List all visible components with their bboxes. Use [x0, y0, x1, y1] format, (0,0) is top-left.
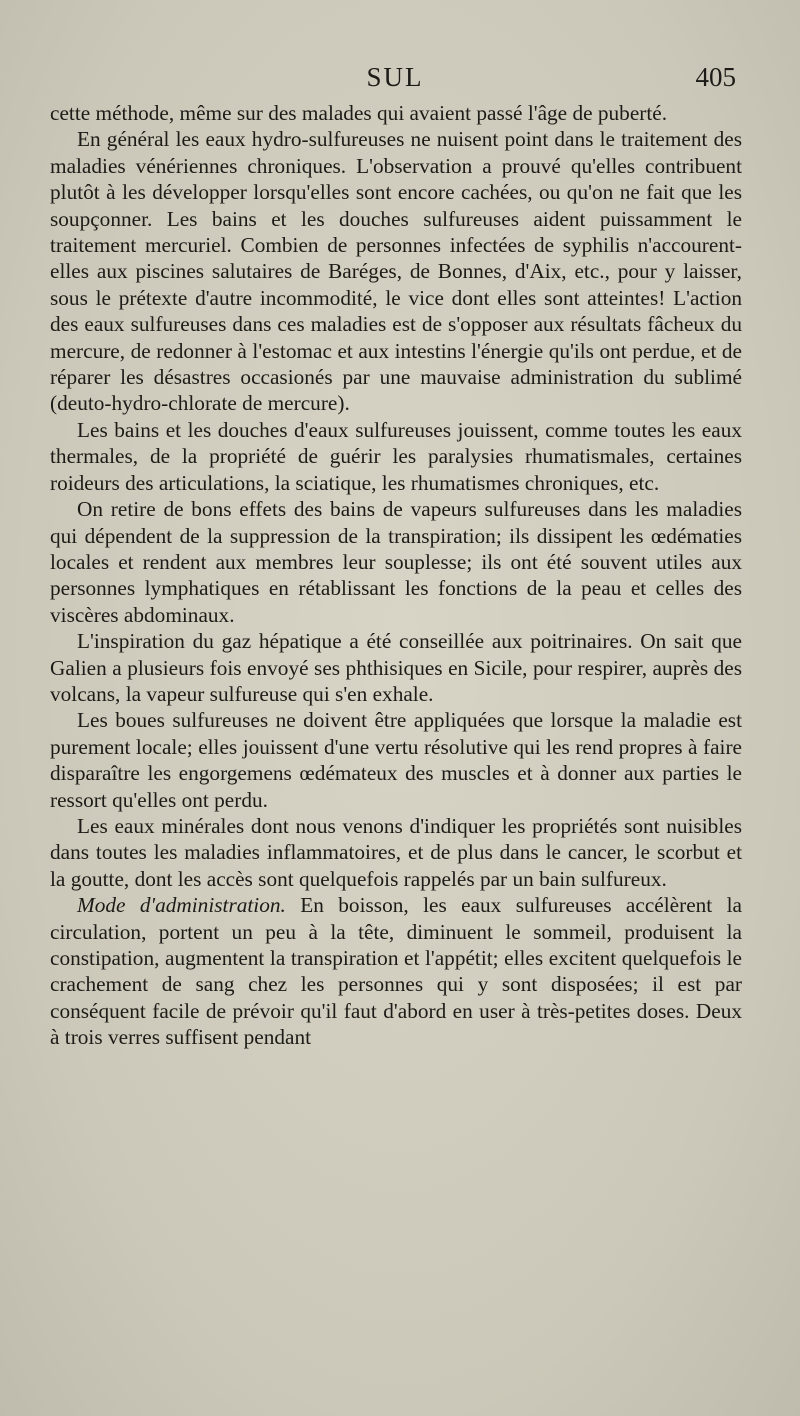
running-head: SUL	[366, 62, 424, 92]
paragraph-vapour-baths: On retire de bons effets des bains de vapeurs sulfureuses dans les maladies qui dépendent de la suppression de la transpiration; ils dissipent les œdématies locales et rendent aux membres leur souplesse; ils ont été souvent utiles aux personnes lymphatiques en rétablissant les fonctions de la peau et celles des viscères abdominaux.	[50, 497, 742, 627]
section-heading: Mode d'administration.	[77, 893, 286, 918]
page-body	[50, 100, 742, 1051]
paragraph-administration-text: En boisson, les eaux sulfureuses accélèrent la circulation, portent un peu à la tête, diminuent le sommeil, produisent la constipation, augmentent la transpiration et l'appétit; elles excitent quelquefois le crachement de sang chez les personnes qui y sont disposées; il est par conséquent facile de prévoir qu'il faut d'abord en user à très-petites doses. Deux à trois verres suffisent pendant	[50, 893, 742, 1050]
paragraph-venereal-diseases: En général les eaux hydro-sulfureuses ne nuisent point dans le traitement des maladies vénériennes chroniques. L'observation a prouvé qu'elles contribuent plutôt à les développer lorsqu'elles sont encore cachées, ou qu'on ne fait que les soupçonner. Les bains et les douches sulfureuses aident puissamment le traitement mercuriel. Combien de personnes infectées de syphilis n'accourent-elles aux piscines salutaires de Baréges, de Bonnes, d'Aix, etc., pour y laisser, sous le prétexte d'autre incommodité, le vice dont elles sont atteintes! L'action des eaux sulfureuses dans ces maladies est de s'opposer aux résultats fâcheux du mercure, de redonner à l'estomac et aux intestins l'énergie qu'ils ont perdue, et de réparer les désastres occasionés par une mauvaise administration du sublimé (deuto-hydro-chlorate de mercure).	[50, 127, 742, 416]
paragraph-contraindications: Les eaux minérales dont nous venons d'indiquer les propriétés sont nuisibles dans toutes les maladies inflammatoires, et de plus dans le cancer, le scorbut et la goutte, dont les accès sont quelquefois rappelés par un bain sulfureux.	[50, 813, 742, 891]
paragraph-thermal-baths: Les bains et les douches d'eaux sulfureuses jouissent, comme toutes les eaux thermales, de la propriété de guérir les paralysies rhumatismales, certaines roideurs des articulations, la sciatique, les rhumatismes chroniques, etc.	[50, 417, 742, 495]
paragraph-hepatic-gas: L'inspiration du gaz hépatique a été conseillée aux poitrinaires. On sait que Galien a plusieurs fois envoyé ses phthisiques en Sicile, pour respirer, auprès des volcans, la vapeur sulfureuse qui s'en exhale.	[50, 629, 742, 706]
paragraph-continuation: cette méthode, même sur des malades qui avaient passé l'âge de puberté.	[50, 101, 668, 125]
page-number: 405	[695, 62, 736, 92]
paragraph-sulfur-muds: Les boues sulfureuses ne doivent être appliquées que lorsque la maladie est purement locale; elles jouissent d'une vertu résolutive qui les rend propres à faire disparaître les engorgemens œdémateux des muscles et à donner aux parties le ressort qu'elles ont perdu.	[50, 708, 742, 812]
page-header	[50, 62, 740, 96]
paragraph-administration	[50, 892, 742, 1050]
